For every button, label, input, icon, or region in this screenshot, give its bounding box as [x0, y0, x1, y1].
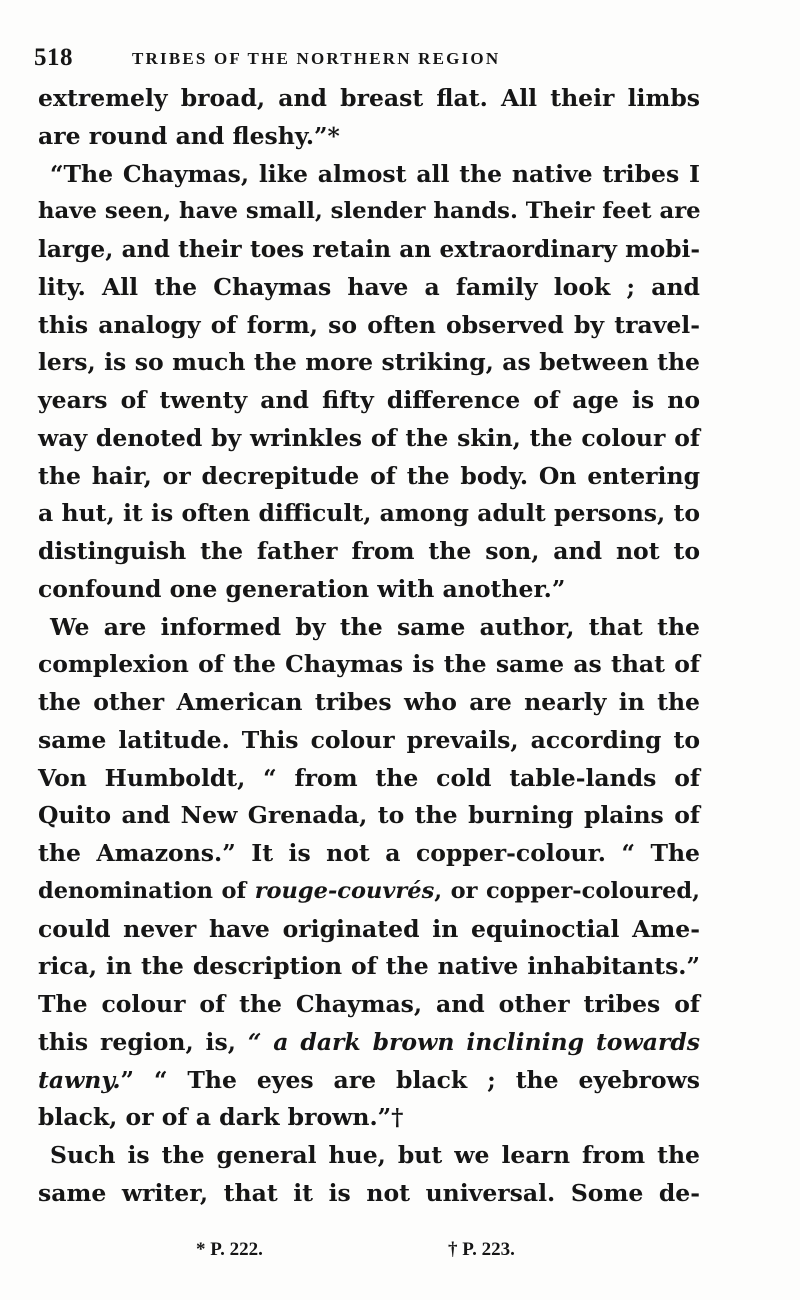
- text-line: [38, 1062, 700, 1100]
- italic-text: rouge-couvrés: [254, 877, 435, 904]
- text-line: [38, 533, 700, 571]
- text-line: [38, 80, 700, 118]
- text-segment: extremely broad, and breast flat. All their limbs: [38, 84, 700, 112]
- text-segment: rica, in the description of the native inhabitants.”: [38, 952, 700, 981]
- footnote: * P. 222.: [196, 1239, 263, 1260]
- text-segment: same latitude. This colour prevails, according to: [38, 725, 700, 754]
- text-line: [38, 1137, 700, 1175]
- text-segment: Such is the general hue, but we learn from the: [50, 1141, 700, 1169]
- text-line: [38, 420, 700, 458]
- text-line: [38, 571, 700, 609]
- text-segment: ” “ The eyes are black ; the eyebrows: [120, 1065, 700, 1094]
- text-segment: the hair, or decrepitude of the body. On entering: [38, 461, 700, 490]
- body-text: [38, 80, 700, 1213]
- text-segment: this analogy of form, so often observed by travel-: [38, 310, 700, 339]
- running-head: [34, 44, 754, 74]
- text-segment: Von Humboldt, “ from the cold table-lands of: [38, 763, 700, 792]
- text-line: [38, 1175, 700, 1213]
- footnote: † P. 223.: [448, 1239, 515, 1260]
- text-line: [38, 307, 700, 345]
- text-segment: the Amazons.” It is not a copper-colour. “ The: [38, 839, 700, 867]
- text-segment: lity. All the Chaymas have a family look ; and: [38, 272, 700, 301]
- text-line: [38, 797, 700, 835]
- text-segment: are round and fleshy.”*: [38, 121, 340, 150]
- text-line: [38, 344, 700, 382]
- text-line: [38, 722, 700, 760]
- text-line: [38, 609, 700, 647]
- text-line: [38, 1099, 700, 1137]
- text-line: [38, 760, 700, 798]
- text-segment: the other American tribes who are nearly in the: [38, 688, 700, 716]
- text-line: [38, 118, 700, 156]
- text-segment: complexion of the Chaymas is the same as that of: [38, 650, 700, 679]
- italic-text: “ a dark brown inclining towards: [247, 1027, 700, 1056]
- text-segment: same writer, that it is not universal. Some de-: [38, 1178, 700, 1207]
- text-line: [38, 684, 700, 722]
- text-segment: years of twenty and fifty difference of age is no: [38, 386, 700, 414]
- text-segment: denomination of: [38, 877, 255, 904]
- text-segment: large, and their toes retain an extraordinary mobi-: [38, 236, 700, 263]
- text-line: [38, 646, 700, 684]
- text-segment: this region, is,: [38, 1027, 248, 1056]
- footnotes: [38, 1237, 700, 1267]
- text-segment: , or copper-coloured,: [434, 877, 700, 904]
- italic-text: tawny.: [38, 1065, 121, 1094]
- text-line: [38, 873, 700, 911]
- text-segment: could never have originated in equinoctial Ame-: [38, 914, 700, 943]
- text-line: [38, 495, 700, 533]
- text-segment: distinguish the father from the son, and not to: [38, 537, 700, 565]
- text-line: [38, 382, 700, 420]
- text-line: [38, 193, 700, 231]
- text-segment: We are informed by the same author, that the: [50, 612, 700, 641]
- text-line: [38, 231, 700, 269]
- text-segment: have seen, have small, slender hands. Their feet are: [38, 198, 701, 225]
- text-segment: “The Chaymas, like almost all the native tribes I: [50, 159, 700, 188]
- text-line: [38, 156, 700, 194]
- text-segment: The colour of the Chaymas, and other tribes of: [38, 990, 700, 1018]
- text-segment: black, or of a dark brown.”†: [38, 1103, 404, 1132]
- text-line: [38, 986, 700, 1024]
- text-segment: Quito and New Grenada, to the burning plains of: [38, 801, 700, 830]
- page-number: 518: [34, 44, 73, 71]
- text-line: [38, 835, 700, 873]
- text-segment: confound one generation with another.”: [38, 574, 566, 603]
- text-segment: way denoted by wrinkles of the skin, the colour of: [38, 423, 700, 452]
- text-line: [38, 948, 700, 986]
- text-segment: lers, is so much the more striking, as between the: [38, 348, 700, 377]
- text-line: [38, 911, 700, 949]
- text-line: [38, 1024, 700, 1062]
- text-line: [38, 269, 700, 307]
- text-line: [38, 458, 700, 496]
- text-segment: a hut, it is often difficult, among adult persons, to: [38, 499, 700, 528]
- running-title: TRIBES OF THE NORTHERN REGION: [132, 49, 501, 68]
